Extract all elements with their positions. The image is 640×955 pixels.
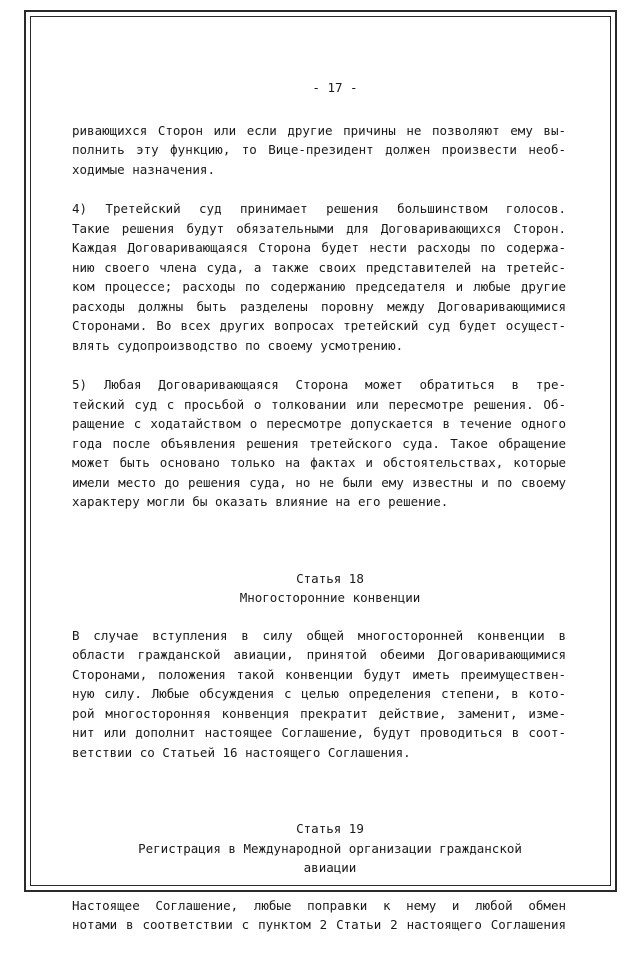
article-19-title-line-1: Регистрация в Международной организации гражданской <box>138 840 522 856</box>
spacer <box>72 782 566 819</box>
text-line: ком процессе; расходы по содержанию председателя и любые другие <box>72 279 566 294</box>
article-18-paragraph <box>72 626 566 763</box>
article-18-number: Статья 18 <box>296 570 364 586</box>
text-line: года после объявления решения третейского суда. Такое обращение <box>72 435 566 451</box>
paragraph-item-5 <box>72 375 566 512</box>
text-line: характеру могли бы оказать влияние на его решение. <box>72 494 449 509</box>
text-line: ную силу. Любые обсуждения с целью определения степени, в кото- <box>72 686 566 701</box>
page-number: - 17 - <box>312 80 358 95</box>
text-line: нотами в соответствии с пунктом 2 Статьи 2 настоящего Соглашения <box>72 917 566 932</box>
text-line: Настоящее Соглашение, любые поправки к нему и любой обмен <box>72 897 566 913</box>
text-line: влять судопроизводство по своему усмотрению. <box>72 337 404 353</box>
text-line: полнить эту функцию, то Вице-президент должен произвести необ- <box>72 142 566 157</box>
text-line: Сторонами, положения такой конвенции будут иметь преимуществен- <box>72 666 566 682</box>
article-18-title: Многосторонние конвенции <box>239 590 421 605</box>
spacer <box>72 878 566 896</box>
article-19-paragraph <box>72 896 566 935</box>
text-line: рой многосторонняя конвенция прекратит действие, заменит, изме- <box>72 705 566 721</box>
spacer <box>72 608 566 626</box>
text-line: Каждая Договаривающаяся Сторона будет нести расходы по содержа- <box>72 240 566 255</box>
text-line: тейский суд с просьбой о толковании или пересмотре решения. Об- <box>72 396 566 412</box>
text-line: ходимые назначения. <box>72 161 215 177</box>
paragraph-continuation <box>72 121 566 180</box>
text-line: расходы должны быть разделены поровну между Договаривающимися <box>72 298 566 314</box>
text-line: В случае вступления в силу общей многосторонней конвенции в <box>72 627 566 643</box>
text-line: имели место до решения суда, но не были ему известны и по своему <box>72 474 566 490</box>
article-19-number: Статья 19 <box>296 821 364 836</box>
text-line: Такие решения будут обязательными для Договаривающихся Сторон. <box>72 220 566 236</box>
text-line: ветствии со Статьей 16 настоящего Соглашения. <box>72 744 411 760</box>
text-line: ривающихся Сторон или если другие причины не позволяют ему вы- <box>72 122 566 138</box>
article-19-title-line-2: авиации <box>303 860 357 875</box>
text-line: Сторонами. Во всех других вопросах третейский суд будет осущест- <box>72 318 566 333</box>
text-line: области гражданской авиации, принятой обеими Договаривающимися <box>72 647 566 662</box>
text-line: ращение с ходатайством о пересмотре допускается в течение одного <box>72 416 566 431</box>
text-line: нит или дополнит настоящее Соглашение, будут проводиться в соот- <box>72 725 566 740</box>
text-line: 5) Любая Договаривающаяся Сторона может обратиться в тре- <box>72 377 566 392</box>
text-line: 4) Третейский суд принимает решения большинством голосов. <box>72 201 566 216</box>
paragraph-item-4 <box>72 199 566 355</box>
text-line: может быть основано только на фактах и обстоятельствах, которые <box>72 455 566 470</box>
document-body <box>72 78 566 955</box>
spacer <box>72 532 566 569</box>
text-line: нию своего члена суда, а также своих представителей на третейс- <box>72 259 566 275</box>
